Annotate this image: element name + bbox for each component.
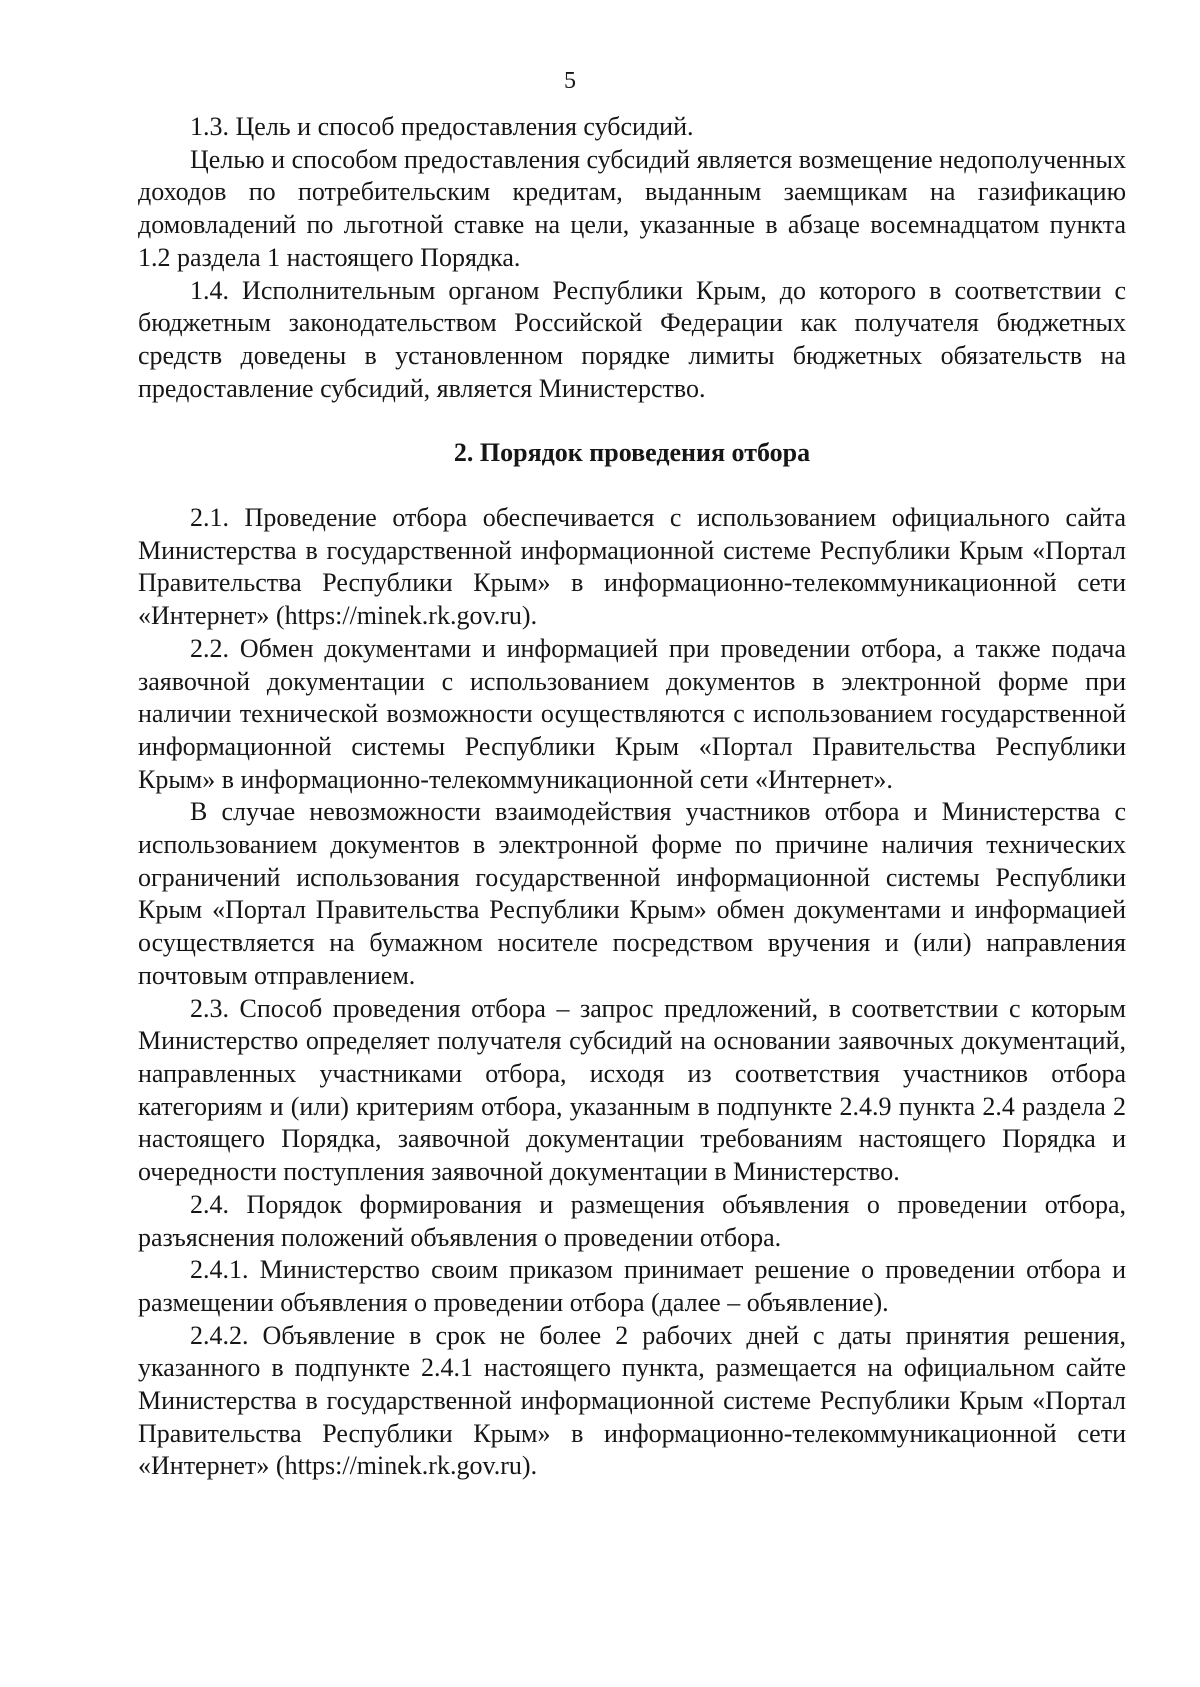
paragraph-1-3-body: Целью и способом предоставления субсидий является возмещение недополученных доходов по потребительским кредитам, выданным заемщикам на газификацию домовладений по льготной ставке на цели, указанные в абзаце восемнадцатом пункта 1.2 раздела 1 настоящего Порядка. xyxy=(138,144,1126,272)
paragraph-2-2: 2.2. Обмен документами и информацией при проведении отбора, а также подача заявочной документации с использованием документов в электронной форме при наличии технической возможности осуществляются с использованием государственной информационной системы Республики Крым «Портал Правительства Республики Крым» в информационно-телекоммуникационной сети «Интернет». xyxy=(138,633,1126,794)
paragraph-2-1: 2.1. Проведение отбора обеспечивается с использованием официального сайта Министерства в государственной информационной системе Республики Крым «Портал Правительства Республики Крым» в информационно-телекоммуникационной сети «Интернет» (https://minek.rk.gov.ru). xyxy=(138,503,1126,631)
document-body xyxy=(138,111,1126,1483)
paragraph-2-2-continued: В случае невозможности взаимодействия участников отбора и Министерства с использованием документов в электронной форме по причине наличия технических ограничений использования государственной информационной системы Республики Крым «Портал Правительства Республики Крым» обмен документами и информацией осуществляется на бумажном носителе посредством вручения и (или) направления почтовым отправлением. xyxy=(138,797,1126,990)
paragraph-2-4-1: 2.4.1. Министерство своим приказом принимает решение о проведении отбора и размещении объявления о проведении отбора (далее – объявление). xyxy=(138,1255,1126,1317)
paragraph-2-3: 2.3. Способ проведения отбора – запрос предложений, в соответствии с которым Министерство определяет получателя субсидий на основании заявочных документаций, направленных участниками отбора, исходя из соответствия участников отбора категориям и (или) критериям отбора, указанным в подпункте 2.4.9 пункта 2.4 раздела 2 настоящего Порядка, заявочной документации требованиям настоящего Порядка и очередности поступления заявочной документации в Министерство. xyxy=(138,993,1126,1187)
paragraph-1-3-title: 1.3. Цель и способ предоставления субсидий. xyxy=(190,112,694,141)
paragraph-2-4-2: 2.4.2. Объявление в срок не более 2 рабочих дней с даты принятия решения, указанного в подпункте 2.4.1 настоящего пункта, размещается на официальном сайте Министерства в государственной информационной системе Республики Крым «Портал Правительства Республики Крым» в информационно-телекоммуникационной сети «Интернет» (https://minek.rk.gov.ru). xyxy=(138,1320,1126,1481)
section-heading: 2. Порядок проведения отбора xyxy=(453,438,811,468)
paragraph-2-4: 2.4. Порядок формирования и размещения объявления о проведении отбора, разъяснения положений объявления о проведении отбора. xyxy=(138,1189,1126,1252)
paragraph-1-4: 1.4. Исполнительным органом Республики Крым, до которого в соответствии с бюджетным законодательством Российской Федерации как получателя бюджетных средств доведены в установленном порядке лимиты бюджетных обязательств на предоставление субсидий, является Министерство. xyxy=(138,275,1126,403)
page-number: 5 xyxy=(564,68,576,94)
